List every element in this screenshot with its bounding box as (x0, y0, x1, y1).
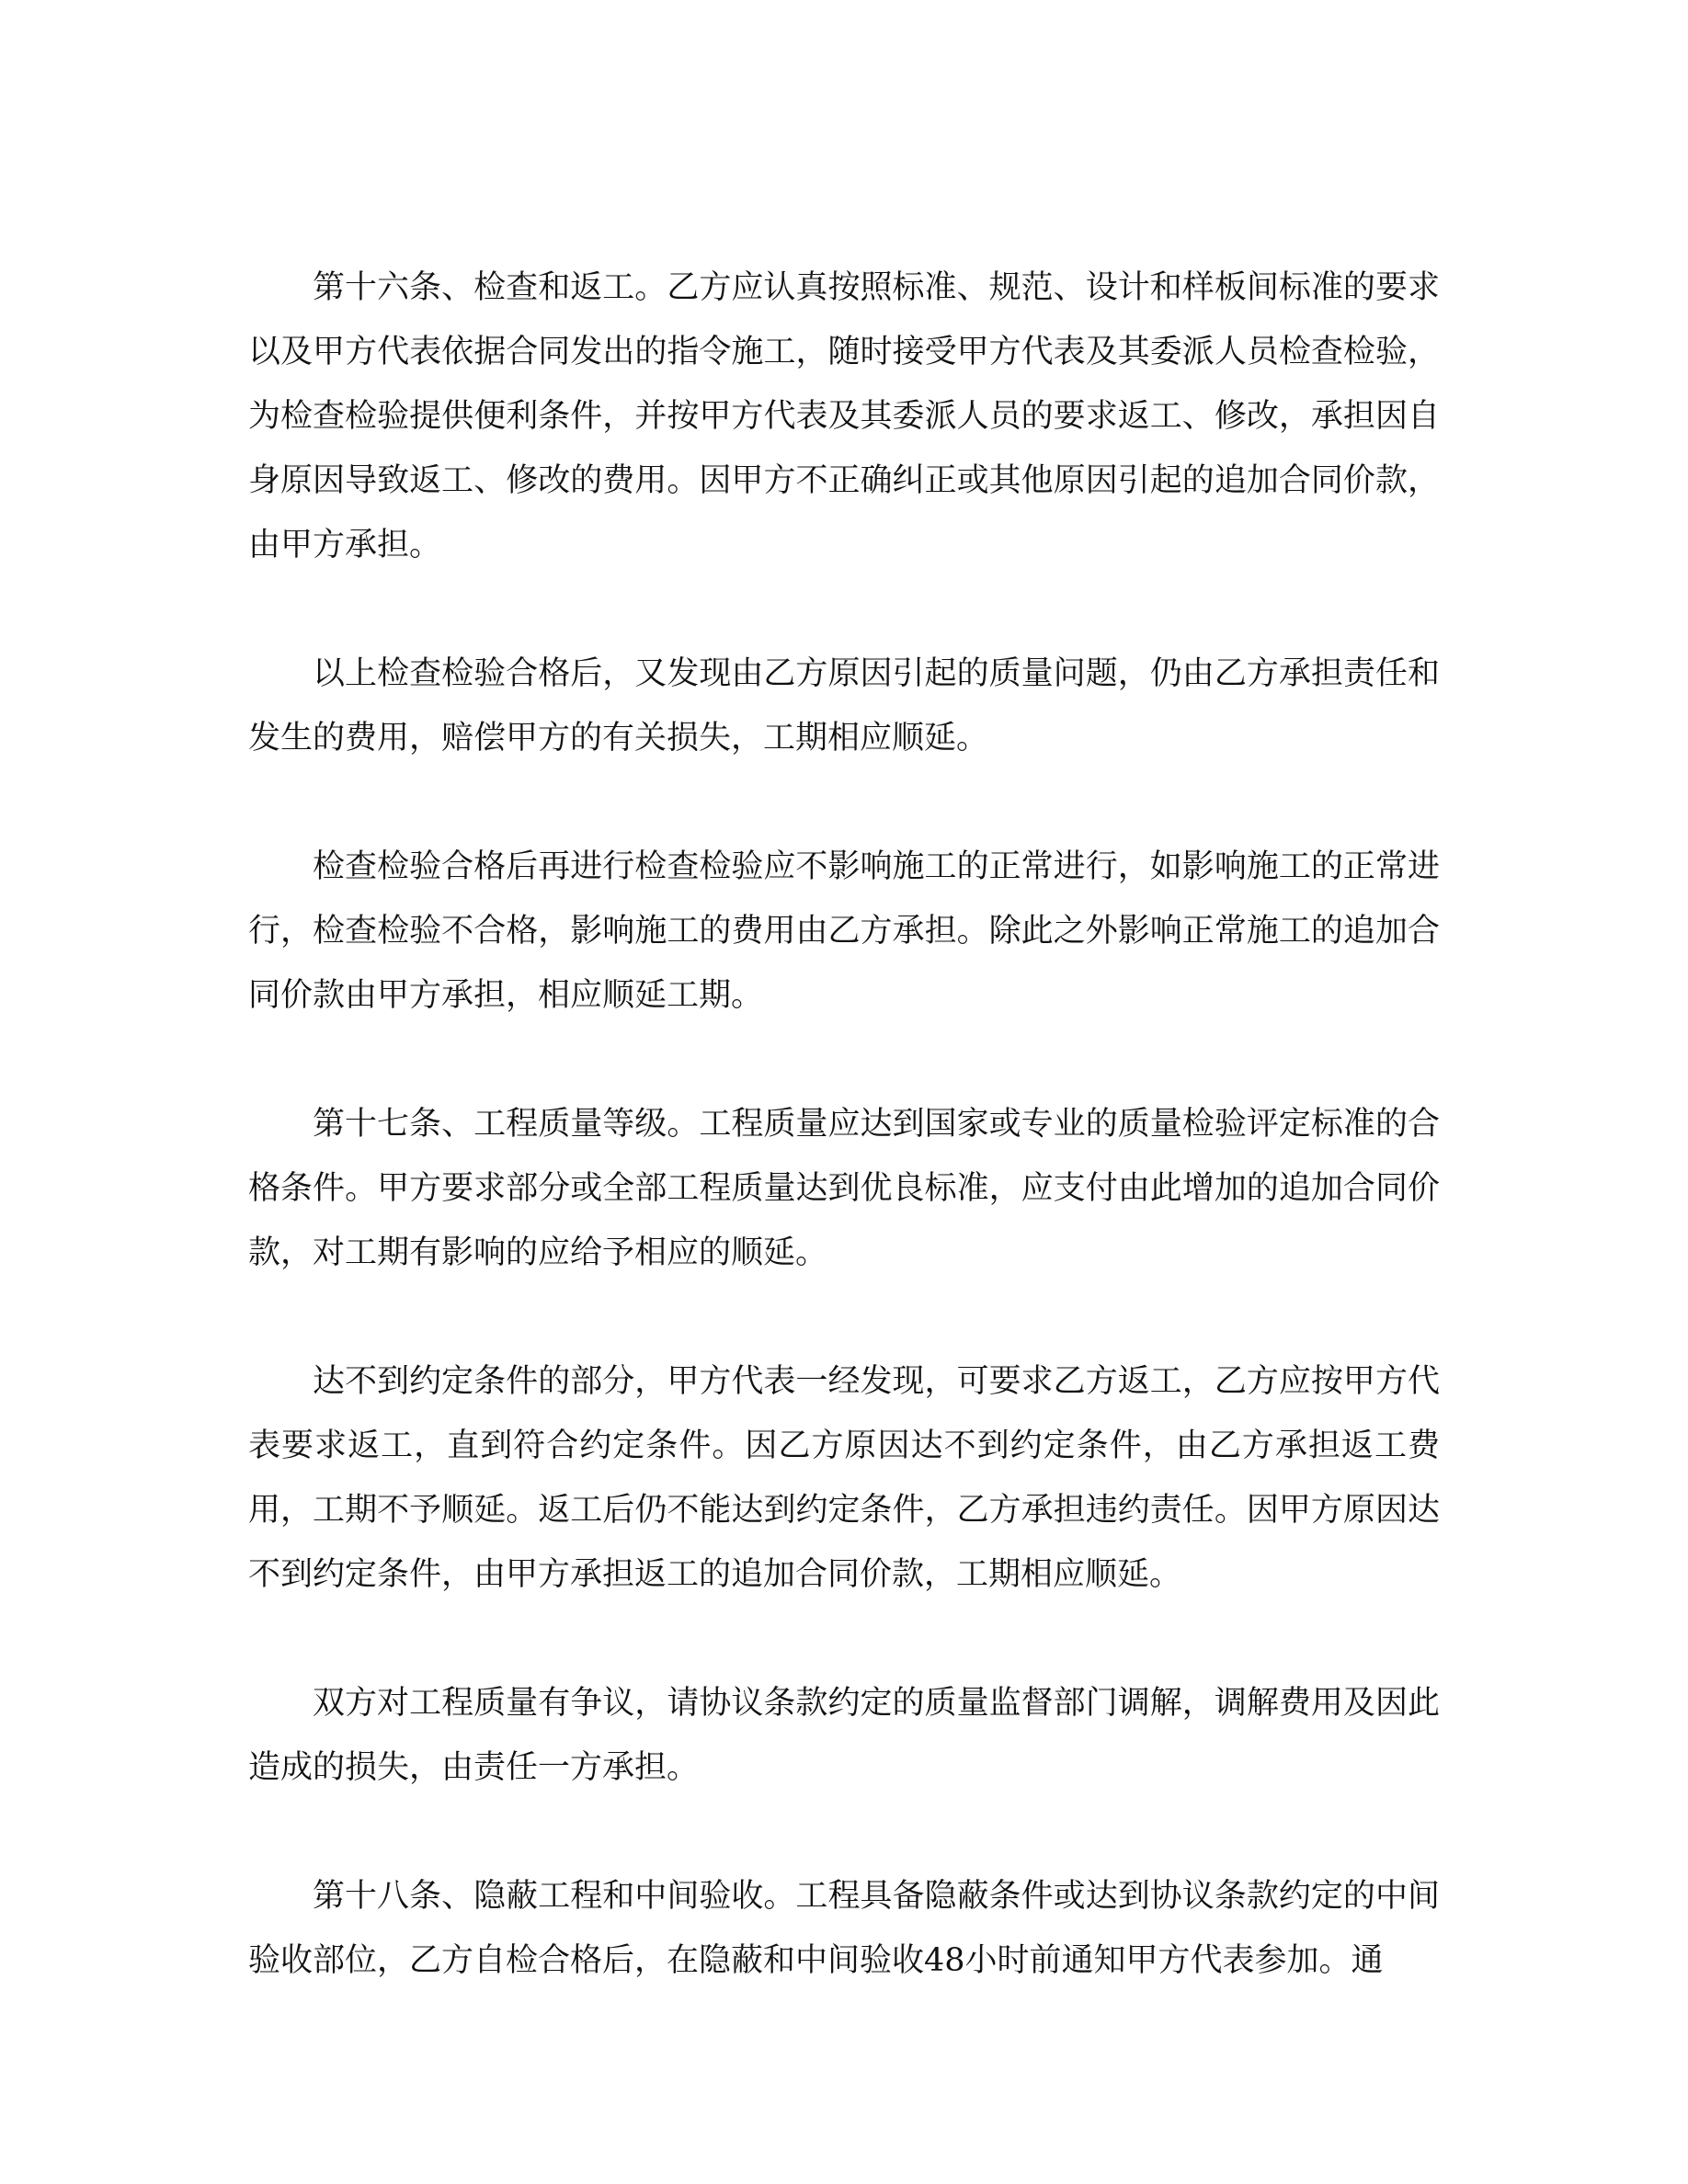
paragraph-article-17-rework: 达不到约定条件的部分，甲方代表一经发现，可要求乙方返工，乙方应按甲方代表要求返工，直到符合约定条件。因乙方原因达不到约定条件，由乙方承担返工费用，工期不予顺延。返工后仍不能达到约定条件，乙方承担违约责任。因甲方原因达不到约定条件，由甲方承担返工的追加合同价款，工期相应顺延。 (248, 1363, 1440, 1593)
paragraph-article-17: 第十七条、工程质量等级。工程质量应达到国家或专业的质量检验评定标准的合格条件。甲方要求部分或全部工程质量达到优良标准，应支付由此增加的追加合同价款，对工期有影响的应给予相应的顺延。 (248, 1106, 1440, 1271)
paragraph-article-18: 第十八条、隐蔽工程和中间验收。工程具备隐蔽条件或达到协议条款约定的中间验收部位，乙方自检合格后，在隐蔽和中间验收48小时前通知甲方代表参加。通 (248, 1878, 1440, 1979)
paragraph-article-17-dispute: 双方对工程质量有争议，请协议条款约定的质量监督部门调解，调解费用及因此造成的损失，由责任一方承担。 (248, 1685, 1440, 1786)
document-body (248, 256, 1440, 1993)
paragraph-article-16-reinspection: 检查检验合格后再进行检查检验应不影响施工的正常进行，如影响施工的正常进行，检查检验不合格，影响施工的费用由乙方承担。除此之外影响正常施工的追加合同价款由甲方承担，相应顺延工期。 (248, 848, 1440, 1014)
paragraph-article-16: 第十六条、检查和返工。乙方应认真按照标准、规范、设计和样板间标准的要求以及甲方代表依据合同发出的指令施工，随时接受甲方代表及其委派人员检查检验，为检查检验提供便利条件，并按甲方代表及其委派人员的要求返工、修改，承担因自身原因导致返工、修改的费用。因甲方不正确纠正或其他原因引起的追加合同价款，由甲方承担。 (248, 269, 1440, 563)
paragraph-article-16-liability: 以上检查检验合格后，又发现由乙方原因引起的质量问题，仍由乙方承担责任和发生的费用，赔偿甲方的有关损失，工期相应顺延。 (248, 655, 1440, 756)
